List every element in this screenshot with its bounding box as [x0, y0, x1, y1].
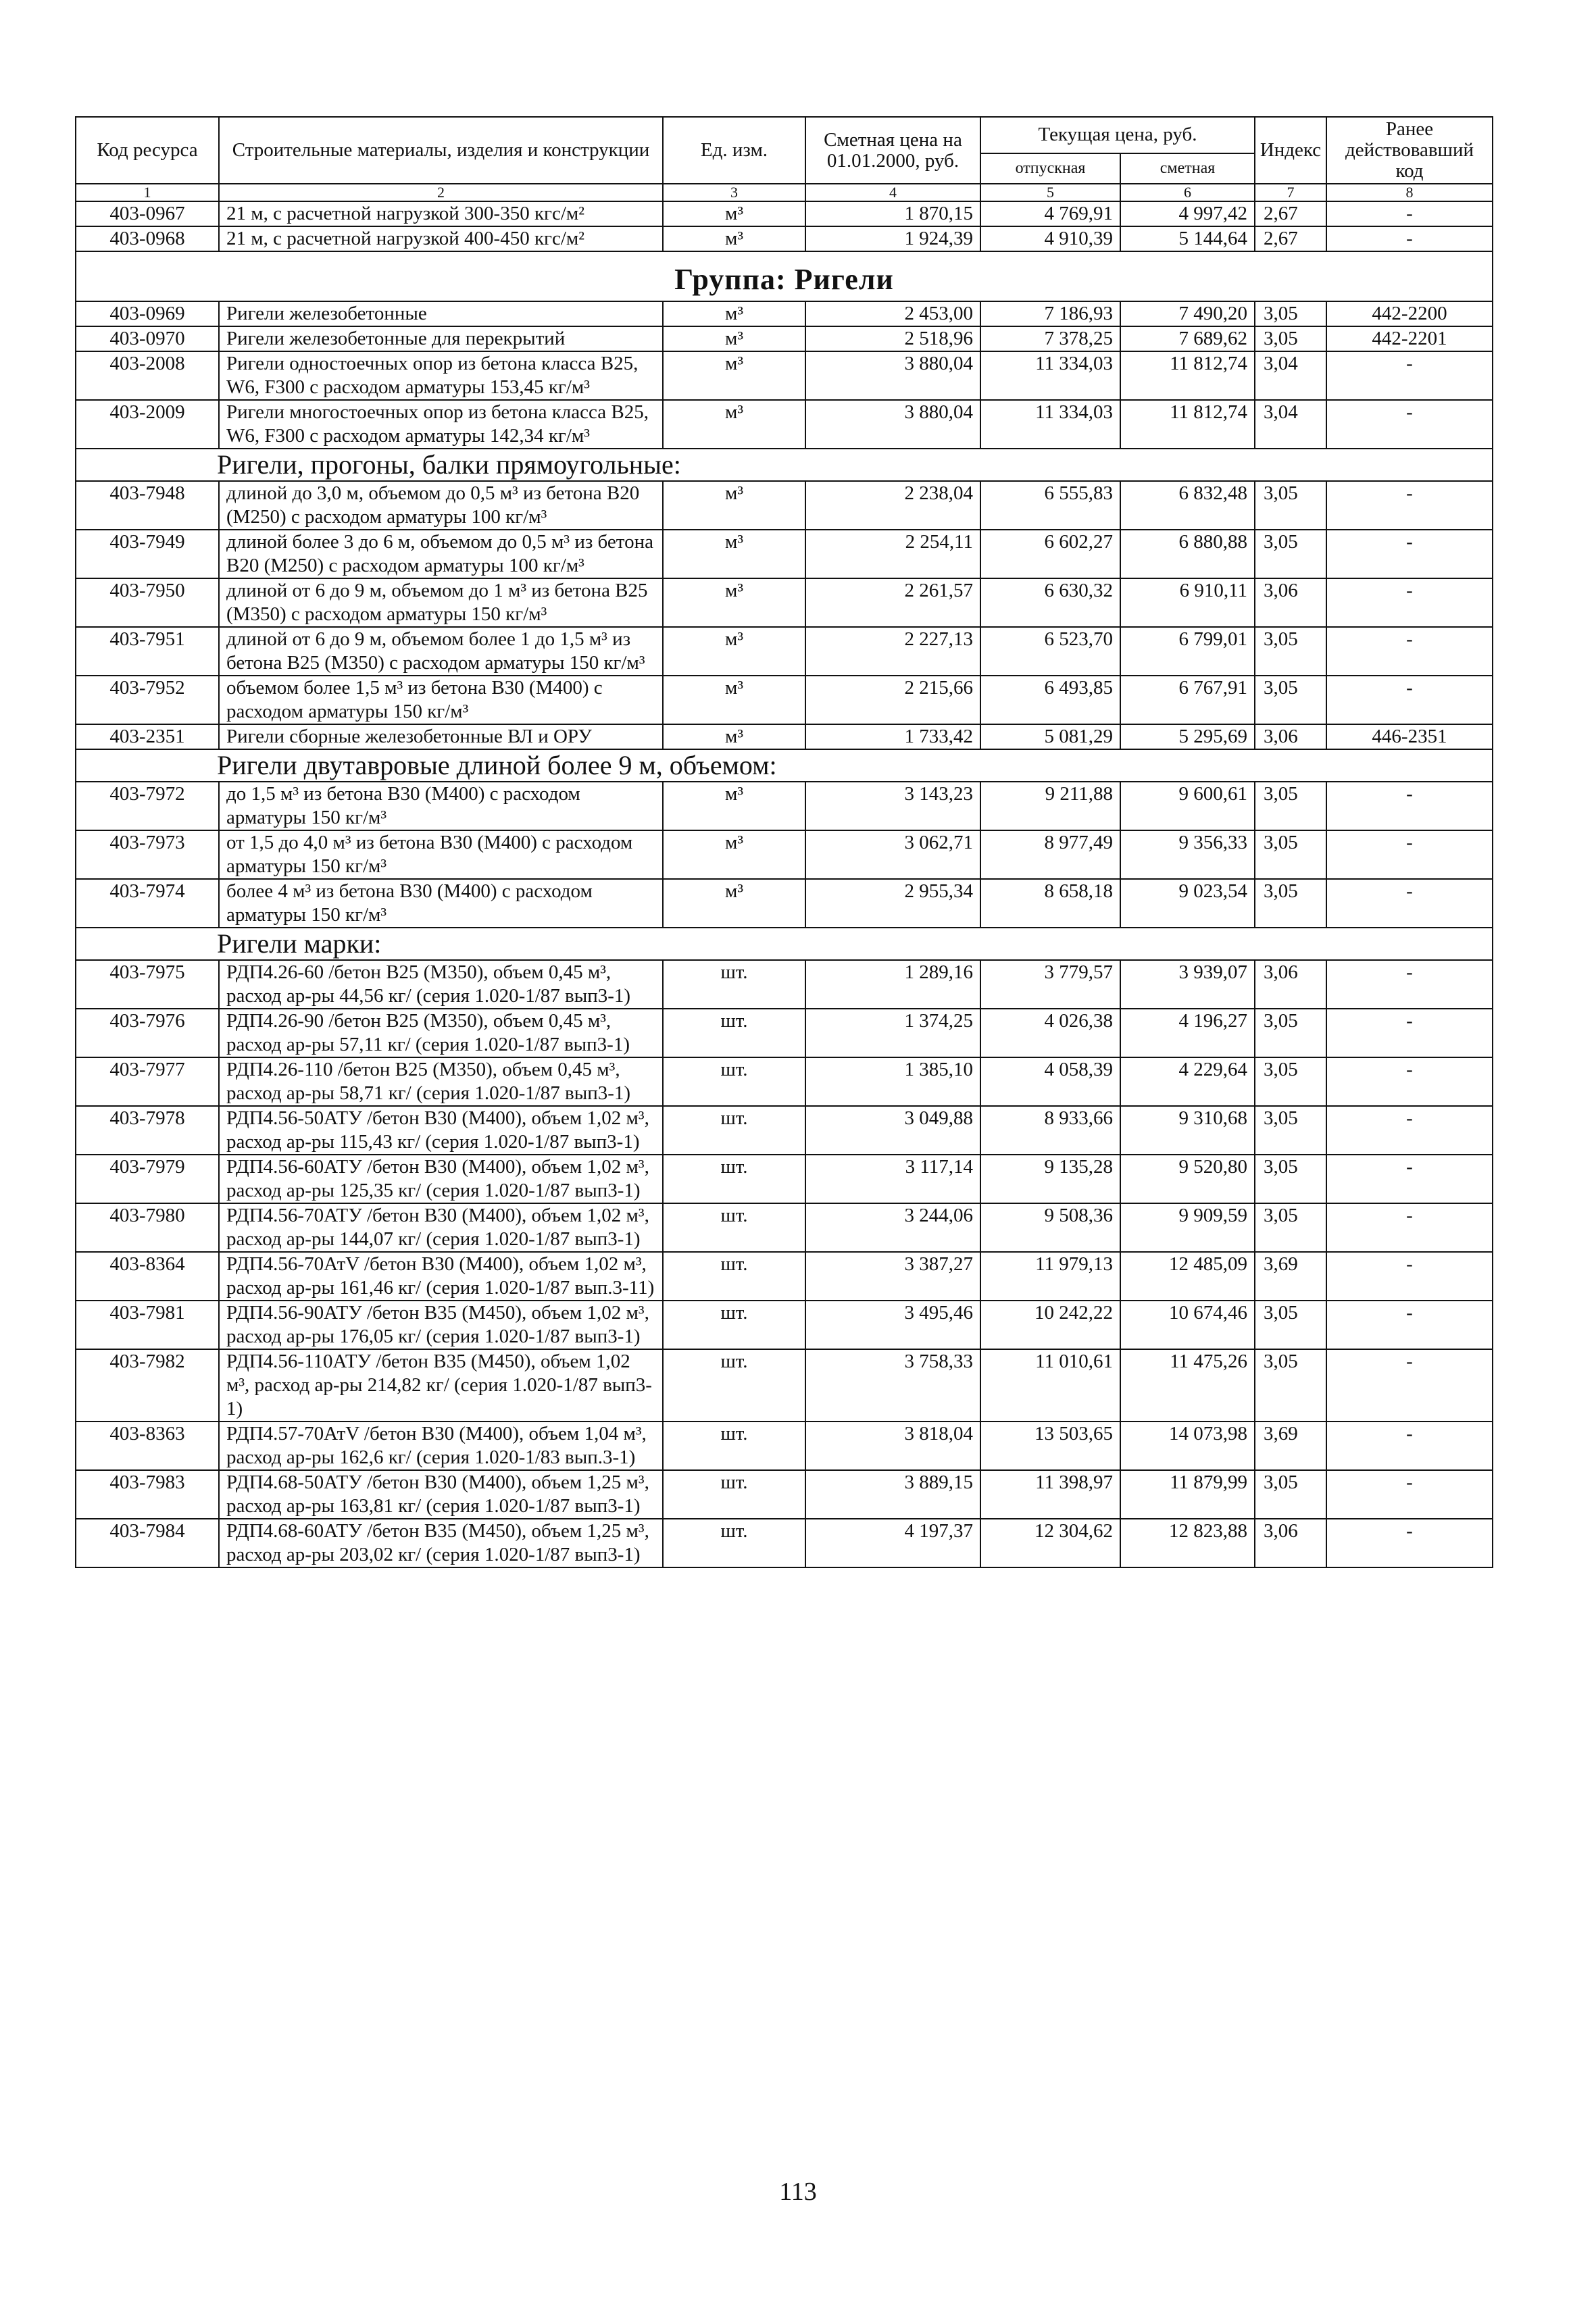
- material-description: длиной более 3 до 6 м, объемом до 0,5 м³ из бетона В20 (М250) с расходом арматуры 100 кг/м³: [219, 530, 663, 578]
- unit-of-measure: м³: [663, 627, 805, 676]
- previous-code: 446-2351: [1326, 724, 1493, 749]
- table-row: [76, 201, 1493, 226]
- release-price: 4 910,39: [980, 226, 1120, 251]
- previous-code: -: [1326, 830, 1493, 879]
- previous-code: -: [1326, 226, 1493, 251]
- table-row: [76, 724, 1493, 749]
- previous-code: -: [1326, 879, 1493, 928]
- price-2000: 2 955,34: [805, 879, 980, 928]
- resource-code: 403-7979: [76, 1155, 219, 1203]
- material-description: до 1,5 м³ из бетона В30 (М400) с расходом арматуры 150 кг/м³: [219, 782, 663, 830]
- header-col-number: 7: [1255, 184, 1326, 201]
- estimated-price: 6 767,91: [1120, 676, 1255, 724]
- previous-code: -: [1326, 960, 1493, 1009]
- release-price: 6 493,85: [980, 676, 1120, 724]
- previous-code: 442-2200: [1326, 301, 1493, 326]
- estimated-price: 6 880,88: [1120, 530, 1255, 578]
- table-row: [76, 960, 1493, 1009]
- estimated-price: 9 310,68: [1120, 1106, 1255, 1155]
- previous-code: -: [1326, 578, 1493, 627]
- material-description: длиной от 6 до 9 м, объемом более 1 до 1,5 м³ из бетона В25 (М350) с расходом арматуры 150 кг/м³: [219, 627, 663, 676]
- estimated-price: 9 023,54: [1120, 879, 1255, 928]
- material-description: РДП4.26-90 /бетон В25 (М350), объем 0,45 м³, расход ар-ры 57,11 кг/ (серия 1.020-1/87 вып3-1): [219, 1009, 663, 1057]
- previous-code: -: [1326, 201, 1493, 226]
- resource-code: 403-2009: [76, 400, 219, 449]
- estimated-price: 11 879,99: [1120, 1470, 1255, 1519]
- subgroup-heading-row: [76, 449, 1493, 481]
- estimated-price: 4 229,64: [1120, 1057, 1255, 1106]
- resource-code: 403-7974: [76, 879, 219, 928]
- material-description: объемом более 1,5 м³ из бетона В30 (М400) с расходом арматуры 150 кг/м³: [219, 676, 663, 724]
- estimated-price: 9 909,59: [1120, 1203, 1255, 1252]
- unit-of-measure: шт.: [663, 960, 805, 1009]
- release-price: 6 630,32: [980, 578, 1120, 627]
- release-price: 10 242,22: [980, 1301, 1120, 1349]
- price-index: 3,05: [1255, 1470, 1326, 1519]
- material-description: от 1,5 до 4,0 м³ из бетона В30 (М400) с расходом арматуры 150 кг/м³: [219, 830, 663, 879]
- header-col-number: 8: [1326, 184, 1493, 201]
- table-row: [76, 1155, 1493, 1203]
- price-index: 3,05: [1255, 326, 1326, 351]
- unit-of-measure: шт.: [663, 1470, 805, 1519]
- price-index: 3,05: [1255, 830, 1326, 879]
- estimated-price: 11 475,26: [1120, 1349, 1255, 1422]
- group-heading: Группа: Ригели: [76, 251, 1493, 301]
- price-table: [75, 116, 1493, 1568]
- resource-code: 403-7948: [76, 481, 219, 530]
- table-row: [76, 400, 1493, 449]
- subgroup-heading: Ригели двутавровые длиной более 9 м, объемом:: [76, 749, 1493, 782]
- material-description: РДП4.57-70АтV /бетон В30 (М400), объем 1,04 м³, расход ар-ры 162,6 кг/ (серия 1.020-1/83 вып.3-1): [219, 1422, 663, 1470]
- estimated-price: 11 812,74: [1120, 351, 1255, 400]
- unit-of-measure: шт.: [663, 1349, 805, 1422]
- estimated-price: 4 997,42: [1120, 201, 1255, 226]
- price-index: 3,06: [1255, 578, 1326, 627]
- estimated-price: 6 910,11: [1120, 578, 1255, 627]
- material-description: РДП4.68-50АТУ /бетон В30 (М400), объем 1,25 м³, расход ар-ры 163,81 кг/ (серия 1.020-1/87 вып3-1): [219, 1470, 663, 1519]
- material-description: Ригели многостоечных опор из бетона класса В25, W6, F300 с расходом арматуры 142,34 кг/м³: [219, 400, 663, 449]
- price-2000: 3 880,04: [805, 400, 980, 449]
- unit-of-measure: м³: [663, 724, 805, 749]
- release-price: 4 769,91: [980, 201, 1120, 226]
- price-index: 2,67: [1255, 226, 1326, 251]
- subgroup-heading: Ригели, прогоны, балки прямоугольные:: [76, 449, 1493, 481]
- header-unit: Ед. изм.: [663, 117, 805, 184]
- unit-of-measure: м³: [663, 879, 805, 928]
- price-2000: 3 244,06: [805, 1203, 980, 1252]
- previous-code: -: [1326, 1155, 1493, 1203]
- table-row: [76, 326, 1493, 351]
- page-number: 113: [779, 2178, 817, 2206]
- price-index: 3,05: [1255, 481, 1326, 530]
- release-price: 12 304,62: [980, 1519, 1120, 1567]
- material-description: длиной до 3,0 м, объемом до 0,5 м³ из бетона В20 (М250) с расходом арматуры 100 кг/м³: [219, 481, 663, 530]
- material-description: более 4 м³ из бетона В30 (М400) с расходом арматуры 150 кг/м³: [219, 879, 663, 928]
- resource-code: 403-7978: [76, 1106, 219, 1155]
- resource-code: 403-0970: [76, 326, 219, 351]
- price-index: 3,05: [1255, 1155, 1326, 1203]
- table-row: [76, 1009, 1493, 1057]
- estimated-price: 12 485,09: [1120, 1252, 1255, 1301]
- price-index: 3,05: [1255, 1349, 1326, 1422]
- release-price: 8 658,18: [980, 879, 1120, 928]
- unit-of-measure: м³: [663, 326, 805, 351]
- price-2000: 1 733,42: [805, 724, 980, 749]
- resource-code: 403-7949: [76, 530, 219, 578]
- price-2000: 3 758,33: [805, 1349, 980, 1422]
- table-row: [76, 578, 1493, 627]
- resource-code: 403-7973: [76, 830, 219, 879]
- header-col-number: 2: [219, 184, 663, 201]
- previous-code: -: [1326, 1106, 1493, 1155]
- estimated-price: 10 674,46: [1120, 1301, 1255, 1349]
- price-2000: 2 254,11: [805, 530, 980, 578]
- group-heading-row: [76, 251, 1493, 301]
- previous-code: -: [1326, 1252, 1493, 1301]
- resource-code: 403-7951: [76, 627, 219, 676]
- previous-code: -: [1326, 400, 1493, 449]
- unit-of-measure: м³: [663, 201, 805, 226]
- price-2000: 3 062,71: [805, 830, 980, 879]
- estimated-price: 9 520,80: [1120, 1155, 1255, 1203]
- price-index: 3,05: [1255, 627, 1326, 676]
- previous-code: -: [1326, 530, 1493, 578]
- resource-code: 403-7950: [76, 578, 219, 627]
- previous-code: -: [1326, 1470, 1493, 1519]
- release-price: 11 010,61: [980, 1349, 1120, 1422]
- previous-code: -: [1326, 782, 1493, 830]
- release-price: 7 378,25: [980, 326, 1120, 351]
- header-col-number: 3: [663, 184, 805, 201]
- price-index: 3,05: [1255, 1106, 1326, 1155]
- material-description: длиной от 6 до 9 м, объемом до 1 м³ из бетона В25 (М350) с расходом арматуры 150 кг/м³: [219, 578, 663, 627]
- unit-of-measure: шт.: [663, 1252, 805, 1301]
- table-row: [76, 782, 1493, 830]
- resource-code: 403-7972: [76, 782, 219, 830]
- table-row: [76, 676, 1493, 724]
- estimated-price: 5 144,64: [1120, 226, 1255, 251]
- release-price: 11 398,97: [980, 1470, 1120, 1519]
- unit-of-measure: м³: [663, 782, 805, 830]
- resource-code: 403-7975: [76, 960, 219, 1009]
- resource-code: 403-7983: [76, 1470, 219, 1519]
- release-price: 9 135,28: [980, 1155, 1120, 1203]
- estimated-price: 6 832,48: [1120, 481, 1255, 530]
- price-2000: 1 374,25: [805, 1009, 980, 1057]
- previous-code: -: [1326, 1422, 1493, 1470]
- unit-of-measure: м³: [663, 830, 805, 879]
- header-current-price: Текущая цена, руб.: [980, 117, 1255, 153]
- release-price: 9 508,36: [980, 1203, 1120, 1252]
- previous-code: -: [1326, 1203, 1493, 1252]
- material-description: РДП4.56-60АТУ /бетон В30 (М400), объем 1,02 м³, расход ар-ры 125,35 кг/ (серия 1.020-1/87 вып3-1): [219, 1155, 663, 1203]
- price-index: 3,69: [1255, 1422, 1326, 1470]
- estimated-price: 9 356,33: [1120, 830, 1255, 879]
- price-2000: 3 117,14: [805, 1155, 980, 1203]
- price-2000: 3 889,15: [805, 1470, 980, 1519]
- table-row: [76, 1252, 1493, 1301]
- header-col-number: 4: [805, 184, 980, 201]
- table-row: [76, 1422, 1493, 1470]
- previous-code: -: [1326, 676, 1493, 724]
- release-price: 3 779,57: [980, 960, 1120, 1009]
- header-materials: Строительные материалы, изделия и конструкции: [219, 117, 663, 184]
- unit-of-measure: м³: [663, 226, 805, 251]
- material-description: Ригели железобетонные для перекрытий: [219, 326, 663, 351]
- resource-code: 403-7981: [76, 1301, 219, 1349]
- estimated-price: 12 823,88: [1120, 1519, 1255, 1567]
- material-description: РДП4.56-70АТУ /бетон В30 (М400), объем 1,02 м³, расход ар-ры 144,07 кг/ (серия 1.020-1/87 вып3-1): [219, 1203, 663, 1252]
- unit-of-measure: м³: [663, 400, 805, 449]
- price-index: 3,05: [1255, 782, 1326, 830]
- release-price: 6 555,83: [980, 481, 1120, 530]
- table-row: [76, 530, 1493, 578]
- header-code: Код ресурса: [76, 117, 219, 184]
- release-price: 13 503,65: [980, 1422, 1120, 1470]
- header-col-number: 5: [980, 184, 1120, 201]
- table-row: [76, 1470, 1493, 1519]
- price-2000: 2 215,66: [805, 676, 980, 724]
- release-price: 4 058,39: [980, 1057, 1120, 1106]
- price-2000: 2 238,04: [805, 481, 980, 530]
- subgroup-heading: Ригели марки:: [76, 928, 1493, 960]
- price-index: 3,06: [1255, 724, 1326, 749]
- previous-code: -: [1326, 1301, 1493, 1349]
- unit-of-measure: м³: [663, 481, 805, 530]
- resource-code: 403-2008: [76, 351, 219, 400]
- price-index: 3,05: [1255, 676, 1326, 724]
- price-index: 3,69: [1255, 1252, 1326, 1301]
- table-row: [76, 226, 1493, 251]
- price-index: 3,05: [1255, 1203, 1326, 1252]
- unit-of-measure: м³: [663, 578, 805, 627]
- release-price: 5 081,29: [980, 724, 1120, 749]
- subgroup-heading-row: [76, 749, 1493, 782]
- release-price: 7 186,93: [980, 301, 1120, 326]
- price-table-sheet: [75, 116, 1492, 1568]
- unit-of-measure: шт.: [663, 1203, 805, 1252]
- price-2000: 2 261,57: [805, 578, 980, 627]
- price-index: 3,06: [1255, 1519, 1326, 1567]
- unit-of-measure: м³: [663, 676, 805, 724]
- unit-of-measure: шт.: [663, 1422, 805, 1470]
- price-2000: 2 227,13: [805, 627, 980, 676]
- price-2000: 1 385,10: [805, 1057, 980, 1106]
- unit-of-measure: шт.: [663, 1106, 805, 1155]
- release-price: 6 523,70: [980, 627, 1120, 676]
- resource-code: 403-7976: [76, 1009, 219, 1057]
- material-description: Ригели сборные железобетонные ВЛ и ОРУ: [219, 724, 663, 749]
- previous-code: -: [1326, 481, 1493, 530]
- unit-of-measure: шт.: [663, 1519, 805, 1567]
- previous-code: -: [1326, 1009, 1493, 1057]
- unit-of-measure: м³: [663, 351, 805, 400]
- price-index: 3,05: [1255, 879, 1326, 928]
- header-old-code: Ранее действовавший код: [1326, 117, 1493, 184]
- resource-code: 403-8364: [76, 1252, 219, 1301]
- previous-code: -: [1326, 1519, 1493, 1567]
- price-2000: 3 049,88: [805, 1106, 980, 1155]
- previous-code: -: [1326, 1057, 1493, 1106]
- estimated-price: 14 073,98: [1120, 1422, 1255, 1470]
- previous-code: 442-2201: [1326, 326, 1493, 351]
- estimated-price: 7 689,62: [1120, 326, 1255, 351]
- material-description: РДП4.26-60 /бетон В25 (М350), объем 0,45 м³, расход ар-ры 44,56 кг/ (серия 1.020-1/87 вып3-1): [219, 960, 663, 1009]
- price-2000: 3 818,04: [805, 1422, 980, 1470]
- estimated-price: 3 939,07: [1120, 960, 1255, 1009]
- release-price: 11 979,13: [980, 1252, 1120, 1301]
- resource-code: 403-7952: [76, 676, 219, 724]
- estimated-price: 7 490,20: [1120, 301, 1255, 326]
- unit-of-measure: шт.: [663, 1009, 805, 1057]
- header-col-number: 1: [76, 184, 219, 201]
- release-price: 11 334,03: [980, 400, 1120, 449]
- resource-code: 403-7984: [76, 1519, 219, 1567]
- table-row: [76, 1519, 1493, 1567]
- material-description: РДП4.56-90АТУ /бетон В35 (М450), объем 1,02 м³, расход ар-ры 176,05 кг/ (серия 1.020-1/87 вып3-1): [219, 1301, 663, 1349]
- unit-of-measure: шт.: [663, 1155, 805, 1203]
- material-description: Ригели железобетонные: [219, 301, 663, 326]
- table-body: [76, 201, 1493, 1567]
- resource-code: 403-0967: [76, 201, 219, 226]
- resource-code: 403-7982: [76, 1349, 219, 1422]
- table-row: [76, 879, 1493, 928]
- table-row: [76, 1301, 1493, 1349]
- price-index: 3,05: [1255, 1301, 1326, 1349]
- price-index: 3,05: [1255, 530, 1326, 578]
- price-index: 3,05: [1255, 301, 1326, 326]
- price-2000: 1 289,16: [805, 960, 980, 1009]
- price-index: 3,04: [1255, 400, 1326, 449]
- price-2000: 3 880,04: [805, 351, 980, 400]
- resource-code: 403-8363: [76, 1422, 219, 1470]
- unit-of-measure: шт.: [663, 1057, 805, 1106]
- header-col-number: 6: [1120, 184, 1255, 201]
- material-description: РДП4.56-70АтV /бетон В30 (М400), объем 1,02 м³, расход ар-ры 161,46 кг/ (серия 1.020-1/87 вып.3-11): [219, 1252, 663, 1301]
- estimated-price: 9 600,61: [1120, 782, 1255, 830]
- price-index: 3,05: [1255, 1009, 1326, 1057]
- material-description: РДП4.56-110АТУ /бетон В35 (М450), объем 1,02 м³, расход ар-ры 214,82 кг/ (серия 1.020-1/87 вып3-1): [219, 1349, 663, 1422]
- unit-of-measure: м³: [663, 301, 805, 326]
- release-price: 8 933,66: [980, 1106, 1120, 1155]
- header-estimated-price: сметная: [1120, 153, 1255, 184]
- price-2000: 2 518,96: [805, 326, 980, 351]
- table-row: [76, 627, 1493, 676]
- release-price: 8 977,49: [980, 830, 1120, 879]
- price-2000: 1 924,39: [805, 226, 980, 251]
- table-row: [76, 1349, 1493, 1422]
- release-price: 6 602,27: [980, 530, 1120, 578]
- price-2000: 4 197,37: [805, 1519, 980, 1567]
- resource-code: 403-0969: [76, 301, 219, 326]
- resource-code: 403-2351: [76, 724, 219, 749]
- release-price: 4 026,38: [980, 1009, 1120, 1057]
- previous-code: -: [1326, 627, 1493, 676]
- material-description: 21 м, с расчетной нагрузкой 300-350 кгс/м²: [219, 201, 663, 226]
- estimated-price: 4 196,27: [1120, 1009, 1255, 1057]
- table-row: [76, 481, 1493, 530]
- price-2000: 3 143,23: [805, 782, 980, 830]
- material-description: Ригели одностоечных опор из бетона класса В25, W6, F300 с расходом арматуры 153,45 кг/м³: [219, 351, 663, 400]
- previous-code: -: [1326, 1349, 1493, 1422]
- table-row: [76, 301, 1493, 326]
- table-header: [76, 117, 1493, 201]
- resource-code: 403-7977: [76, 1057, 219, 1106]
- estimated-price: 5 295,69: [1120, 724, 1255, 749]
- table-row: [76, 1203, 1493, 1252]
- estimated-price: 11 812,74: [1120, 400, 1255, 449]
- price-2000: 3 387,27: [805, 1252, 980, 1301]
- price-2000: 1 870,15: [805, 201, 980, 226]
- estimated-price: 6 799,01: [1120, 627, 1255, 676]
- price-2000: 2 453,00: [805, 301, 980, 326]
- price-index: 2,67: [1255, 201, 1326, 226]
- unit-of-measure: шт.: [663, 1301, 805, 1349]
- subgroup-heading-row: [76, 928, 1493, 960]
- resource-code: 403-7980: [76, 1203, 219, 1252]
- table-row: [76, 351, 1493, 400]
- price-2000: 3 495,46: [805, 1301, 980, 1349]
- material-description: РДП4.56-50АТУ /бетон В30 (М400), объем 1,02 м³, расход ар-ры 115,43 кг/ (серия 1.020-1/87 вып3-1): [219, 1106, 663, 1155]
- price-index: 3,06: [1255, 960, 1326, 1009]
- material-description: 21 м, с расчетной нагрузкой 400-450 кгс/м²: [219, 226, 663, 251]
- price-index: 3,05: [1255, 1057, 1326, 1106]
- unit-of-measure: м³: [663, 530, 805, 578]
- release-price: 9 211,88: [980, 782, 1120, 830]
- material-description: РДП4.26-110 /бетон В25 (М350), объем 0,45 м³, расход ар-ры 58,71 кг/ (серия 1.020-1/87 вып3-1): [219, 1057, 663, 1106]
- resource-code: 403-0968: [76, 226, 219, 251]
- release-price: 11 334,03: [980, 351, 1120, 400]
- table-row: [76, 1057, 1493, 1106]
- table-row: [76, 1106, 1493, 1155]
- previous-code: -: [1326, 351, 1493, 400]
- header-index: Индекс: [1255, 117, 1326, 184]
- price-index: 3,04: [1255, 351, 1326, 400]
- header-release-price: отпускная: [980, 153, 1120, 184]
- table-row: [76, 830, 1493, 879]
- header-estimate-price: Сметная цена на 01.01.2000, руб.: [805, 117, 980, 184]
- material-description: РДП4.68-60АТУ /бетон В35 (М450), объем 1,25 м³, расход ар-ры 203,02 кг/ (серия 1.020-1/87 вып3-1): [219, 1519, 663, 1567]
